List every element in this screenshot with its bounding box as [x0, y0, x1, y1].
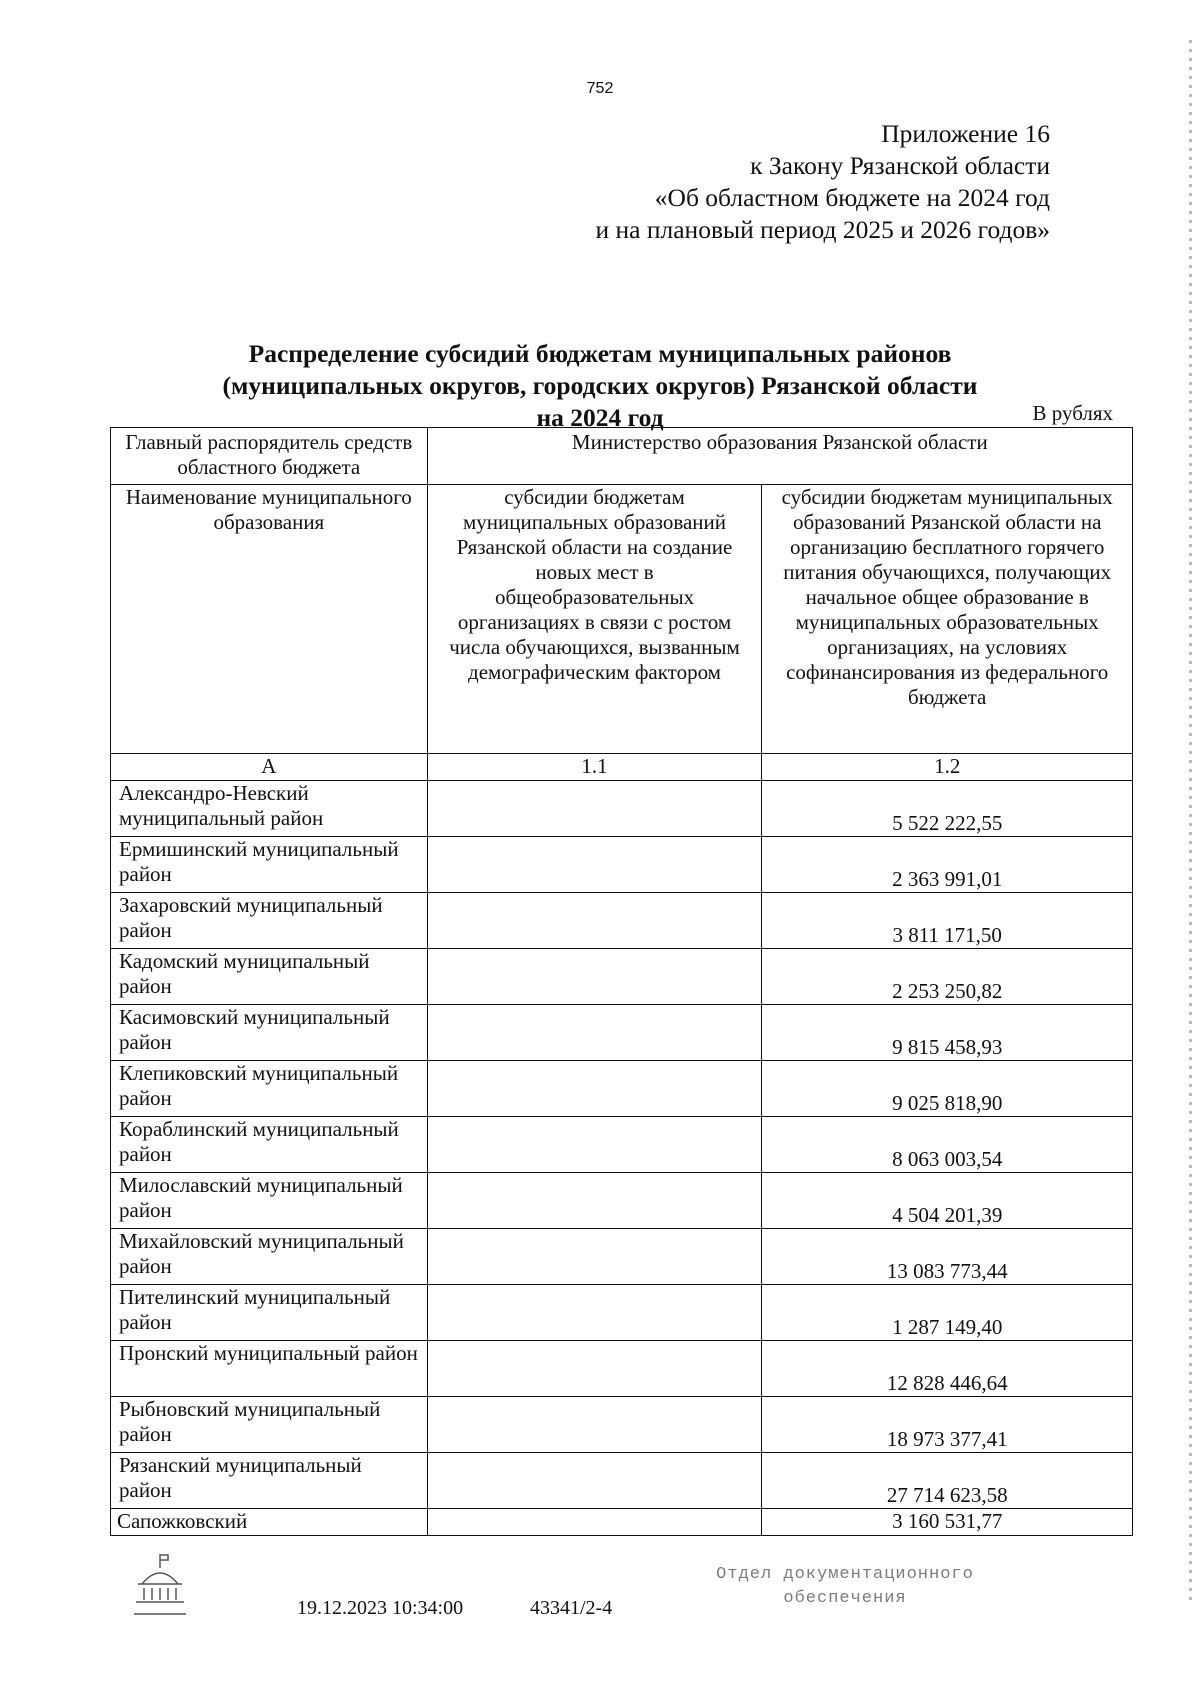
value-1-2-cell: 3 160 531,77: [762, 1509, 1133, 1536]
admin-value-cell: Министерство образования Рязанской области: [427, 428, 1132, 485]
table-row: [111, 1173, 1133, 1229]
title-line-3: на 2024 год: [536, 403, 664, 432]
value-1-1-cell: [427, 1509, 762, 1536]
admin-row: [111, 428, 1133, 485]
value-1-2-cell: 2 363 991,01: [762, 837, 1133, 893]
value-1-2-cell: 18 973 377,41: [762, 1397, 1133, 1453]
footer-doc-number: 43341/2-4: [530, 1597, 613, 1619]
value-1-2-cell: 4 504 201,39: [762, 1173, 1133, 1229]
municipality-name-cell: Рыбновский муниципальный район: [111, 1397, 428, 1453]
value-1-1-cell: [427, 1397, 762, 1453]
code-cell-1-2: 1.2: [762, 754, 1133, 781]
col-name-header: Наименование муниципального образования: [111, 485, 428, 754]
value-1-1-cell: [427, 1173, 762, 1229]
scan-edge-artifact: [1189, 40, 1192, 1600]
municipality-name-cell: Пителинский муниципальный район: [111, 1285, 428, 1341]
table-row: [111, 1061, 1133, 1117]
value-1-2-cell: 2 253 250,82: [762, 949, 1133, 1005]
municipality-name-cell: Рязанский муниципальный район: [111, 1453, 428, 1509]
value-1-2-cell: 3 811 171,50: [762, 893, 1133, 949]
units-label: В рублях: [1032, 401, 1113, 425]
municipality-name-cell: Михайловский муниципальный район: [111, 1229, 428, 1285]
column-header-row: [111, 485, 1133, 754]
value-1-2-cell: 9 815 458,93: [762, 1005, 1133, 1061]
table-row: [111, 837, 1133, 893]
table-row: [111, 893, 1133, 949]
value-1-1-cell: [427, 1229, 762, 1285]
value-1-2-cell: 8 063 003,54: [762, 1117, 1133, 1173]
table-row: [111, 1117, 1133, 1173]
value-1-1-cell: [427, 1341, 762, 1397]
value-1-1-cell: [427, 1285, 762, 1341]
footer-date: 19.12.2023 10:34:00: [297, 1597, 464, 1619]
municipality-name-cell: Кораблинский муниципальный район: [111, 1117, 428, 1173]
value-1-1-cell: [427, 1453, 762, 1509]
value-1-2-cell: 27 714 623,58: [762, 1453, 1133, 1509]
subsidy-table: [110, 427, 1133, 1536]
table-row: [111, 1229, 1133, 1285]
table-row: [111, 1005, 1133, 1061]
value-1-2-cell: 12 828 446,64: [762, 1341, 1133, 1397]
code-cell-1-1: 1.1: [427, 754, 762, 781]
value-1-1-cell: [427, 1117, 762, 1173]
value-1-1-cell: [427, 949, 762, 1005]
value-1-1-cell: [427, 1005, 762, 1061]
col1-header: субсидии бюджетам муниципальных образований Рязанской области на создание новых мест в общеобразовательных организациях в связи с ростом числа обучающихся, вызванным демографическим фактором: [427, 485, 762, 754]
table-row: [111, 1453, 1133, 1509]
table-row: [111, 1285, 1133, 1341]
table-row: [111, 1509, 1133, 1536]
value-1-2-cell: 13 083 773,44: [762, 1229, 1133, 1285]
value-1-2-cell: 5 522 222,55: [762, 781, 1133, 837]
municipality-name-cell: Александро-Невский муниципальный район: [111, 781, 428, 837]
value-1-1-cell: [427, 781, 762, 837]
code-cell-a: А: [111, 754, 428, 781]
document-title: [0, 338, 1200, 434]
value-1-2-cell: 9 025 818,90: [762, 1061, 1133, 1117]
title-line-1: Распределение субсидий бюджетам муниципальных районов: [248, 339, 952, 368]
table-row: [111, 1341, 1133, 1397]
appendix-line-3: «Об областном бюджете на 2024 год: [654, 183, 1050, 212]
municipality-name-cell: Клепиковский муниципальный район: [111, 1061, 428, 1117]
col2-header: субсидии бюджетам муниципальных образований Рязанской области на организацию бесплатного горячего питания обучающихся, получающих начальное общее образование в муниципальных образовательных организациях, на условиях софинансирования из федерального бюджета: [762, 485, 1133, 754]
table-row: [111, 949, 1133, 1005]
value-1-1-cell: [427, 1061, 762, 1117]
value-1-1-cell: [427, 837, 762, 893]
stamp-line-1: Отдел документационного: [716, 1565, 974, 1584]
municipality-name-cell: Захаровский муниципальный район: [111, 893, 428, 949]
value-1-1-cell: [427, 893, 762, 949]
admin-label-cell: Главный распорядитель средств областного бюджета: [111, 428, 428, 485]
duma-building-logo-icon: [130, 1552, 190, 1618]
municipality-name-cell: Пронский муниципальный район: [111, 1341, 428, 1397]
code-row: [111, 754, 1133, 781]
table-row: [111, 1397, 1133, 1453]
value-1-2-cell: 1 287 149,40: [762, 1285, 1133, 1341]
municipality-name-cell: Сапожковский: [111, 1509, 428, 1536]
municipality-name-cell: Ермишинский муниципальный район: [111, 837, 428, 893]
appendix-header: [596, 118, 1051, 246]
municipality-name-cell: Милославский муниципальный район: [111, 1173, 428, 1229]
municipality-name-cell: Кадомский муниципальный район: [111, 949, 428, 1005]
page-number: 752: [586, 80, 614, 97]
table-row: [111, 781, 1133, 837]
department-stamp: [705, 1563, 985, 1611]
appendix-line-4: и на плановый период 2025 и 2026 годов»: [595, 215, 1050, 244]
stamp-line-2: обеспечения: [783, 1589, 907, 1608]
title-line-2: (муниципальных округов, городских округов) Рязанской области: [222, 371, 978, 400]
appendix-line-2: к Закону Рязанской области: [750, 151, 1050, 180]
appendix-line-1: Приложение 16: [881, 119, 1050, 148]
municipality-name-cell: Касимовский муниципальный район: [111, 1005, 428, 1061]
